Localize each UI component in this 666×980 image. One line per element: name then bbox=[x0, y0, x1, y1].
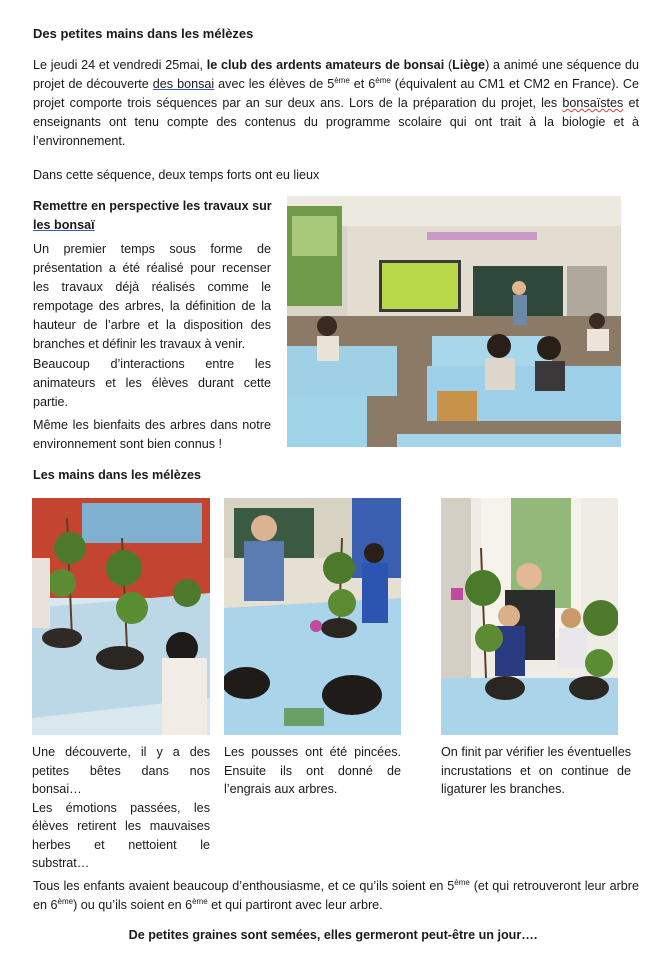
closing-line: De petites graines sont semées, elles germeront peut-être un jour…. bbox=[128, 928, 538, 942]
section1-paragraph-3: Même les bienfaits des arbres dans notre environnement sont bien connus ! bbox=[33, 418, 271, 451]
club-name: le club des ardents amateurs de bonsai bbox=[206, 58, 445, 72]
classroom-photo bbox=[287, 196, 621, 447]
bonsaistes-term: bonsaïstes bbox=[562, 96, 624, 110]
city-name: Liège bbox=[452, 58, 486, 72]
section1-heading: Remettre en perspective les travaux sur les bonsaï bbox=[33, 199, 272, 232]
photo-3-caption: On finit par vérifier les éventuelles incrustations et on continue de ligaturer les branches. bbox=[441, 745, 631, 796]
page-title: Des petites mains dans les mélèzes bbox=[33, 26, 254, 41]
section2-heading: Les mains dans les mélèzes bbox=[33, 468, 202, 482]
photo-1-caption: Une découverte, il y a des petites bêtes dans nos bonsai… Les émotions passées, les élèves retirent les mauvaises herbes et nettoient le substrat… bbox=[32, 745, 210, 870]
bonsai-photo-2 bbox=[224, 498, 401, 735]
outro-paragraph: Tous les enfants avaient beaucoup d’enthousiasme, et ce qu’ils soient en 5ème (et qui retrouveront leur arbre en 6ème) ou qu’ils soient en 6ème et qui partiront avec leur arbre. bbox=[33, 877, 639, 912]
bonsai-photo-1 bbox=[32, 498, 210, 735]
photo-2-caption: Les pousses ont été pincées. Ensuite ils ont donné de l’engrais aux arbres. bbox=[224, 745, 401, 796]
lead-sentence: Dans cette séquence, deux temps forts ont eu lieux bbox=[33, 168, 320, 182]
section1-paragraph-1: Un premier temps sous forme de présentation a été réalisé pour recenser les travaux déjà réalisés comme le rempotage des arbres, la définition de la hauteur de l’arbre et la disposition des branches et définir les travaux à venir. bbox=[33, 242, 271, 351]
bonsai-photo-3 bbox=[441, 498, 618, 735]
section1-paragraph-2: Beaucoup d’interactions entre les animateurs et les élèves durant cette partie. bbox=[33, 357, 271, 409]
intro-paragraph: Le jeudi 24 et vendredi 25mai, le club des ardents amateurs de bonsai (Liège) a animé une séquence du projet de découverte des bonsai avec les élèves de 5ème et 6ème (équivalent au CM1 et CM2 en France). Ce projet comporte trois séquences par an sur deux ans. Lors de la préparation du projet, les bonsaïstes et enseignants ont tenu compte des contenus du programme scolaire qui ont trait à la biologie et à l’environnement. bbox=[33, 58, 639, 148]
bonsai-term: des bonsai bbox=[152, 77, 215, 91]
